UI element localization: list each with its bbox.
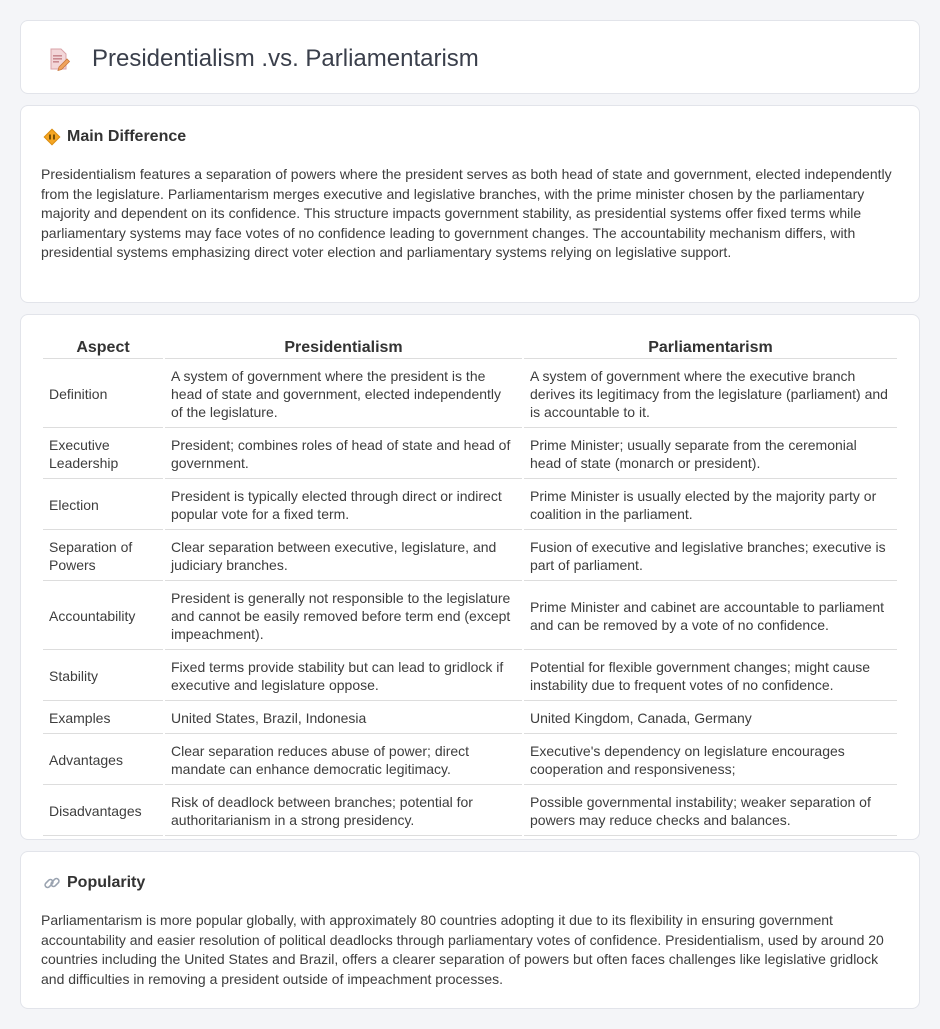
row-presidentialism: United States, Brazil, Indonesia [165, 703, 522, 734]
page-title: Presidentialism .vs. Parliamentarism [92, 45, 479, 72]
popularity-title: Popularity [67, 874, 146, 891]
row-presidentialism: President is generally not responsible to the legislature and cannot be easily removed before term end (except impeachment). [165, 583, 522, 650]
comparison-table [41, 333, 899, 838]
table-row [43, 736, 897, 785]
row-parliamentarism: Prime Minister; usually separate from the ceremonial head of state (monarch or president). [524, 430, 897, 479]
row-aspect: Examples [43, 703, 163, 734]
header-presidentialism: Presidentialism [165, 335, 522, 359]
table-row [43, 652, 897, 701]
row-parliamentarism: Possible governmental instability; weaker separation of powers may reduce checks and balances. [524, 787, 897, 836]
row-parliamentarism: United Kingdom, Canada, Germany [524, 703, 897, 734]
row-presidentialism: President is typically elected through direct or indirect popular vote for a fixed term. [165, 481, 522, 530]
main-difference-title: Main Difference [67, 128, 187, 145]
header-aspect: Aspect [43, 335, 163, 359]
table-row [43, 430, 897, 479]
row-aspect: Disadvantages [43, 787, 163, 836]
table-row [43, 787, 897, 836]
popularity-text: Parliamentarism is more popular globally, with approximately 80 countries adopting it due to its flexibility in ensuring government accountability and easier resolution of political deadlocks through parliamentary votes of confidence. Presidentialism, used by around 20 countries including the United States and Brazil, offers a clearer separation of powers but often faces challenges like legislative gridlock and difficulties in removing a president outside of impeachment processes. [41, 912, 884, 987]
row-parliamentarism: A system of government where the executive branch derives its legitimacy from the legislature (parliament) and is accountable to it. [524, 361, 897, 428]
row-aspect: Stability [43, 652, 163, 701]
row-presidentialism: Clear separation reduces abuse of power; direct mandate can enhance democratic legitimacy. [165, 736, 522, 785]
diamond-warning-icon [43, 128, 61, 146]
row-parliamentarism: Potential for flexible government changes; might cause instability due to frequent votes of no confidence. [524, 652, 897, 701]
row-aspect: Definition [43, 361, 163, 428]
row-aspect: Executive Leadership [43, 430, 163, 479]
table-row [43, 481, 897, 530]
row-parliamentarism: Prime Minister is usually elected by the majority party or coalition in the parliament. [524, 481, 897, 530]
document-edit-icon [47, 47, 71, 71]
table-row [43, 361, 897, 428]
main-difference-card [20, 105, 920, 303]
row-presidentialism: Risk of deadlock between branches; potential for authoritarianism in a strong presidency. [165, 787, 522, 836]
header-parliamentarism: Parliamentarism [524, 335, 897, 359]
table-header-row [43, 335, 897, 359]
table-row [43, 583, 897, 650]
row-presidentialism: Fixed terms provide stability but can lead to gridlock if executive and legislature oppose. [165, 652, 522, 701]
popularity-heading [43, 874, 145, 892]
row-presidentialism: President; combines roles of head of state and head of government. [165, 430, 522, 479]
row-parliamentarism: Prime Minister and cabinet are accountable to parliament and can be removed by a vote of no confidence. [524, 583, 897, 650]
row-aspect: Separation of Powers [43, 532, 163, 581]
row-parliamentarism: Fusion of executive and legislative branches; executive is part of parliament. [524, 532, 897, 581]
main-difference-heading [43, 128, 186, 146]
row-aspect: Advantages [43, 736, 163, 785]
row-parliamentarism: Executive's dependency on legislature encourages cooperation and responsiveness; [524, 736, 897, 785]
row-aspect: Accountability [43, 583, 163, 650]
header-card [20, 20, 920, 94]
table-row [43, 532, 897, 581]
row-presidentialism: Clear separation between executive, legislature, and judiciary branches. [165, 532, 522, 581]
link-icon [43, 874, 61, 892]
row-presidentialism: A system of government where the president is the head of state and government, elected independently of the legislature. [165, 361, 522, 428]
row-aspect: Election [43, 481, 163, 530]
table-row [43, 703, 897, 734]
comparison-card [20, 314, 920, 840]
popularity-card [20, 851, 920, 1009]
main-difference-text: Presidentialism features a separation of powers where the president serves as both head of state and government, elected independently from the legislature. Parliamentarism merges executive and legislative branches, with the prime minister chosen by the parliamentary majority and dependent on its confidence. This structure impacts government stability, as presidential systems offer fixed terms while parliamentary systems may face votes of no confidence leading to government changes. The accountability mechanism differs, with presidential systems emphasizing direct voter election and parliamentary systems relying on legislative support. [41, 166, 892, 260]
